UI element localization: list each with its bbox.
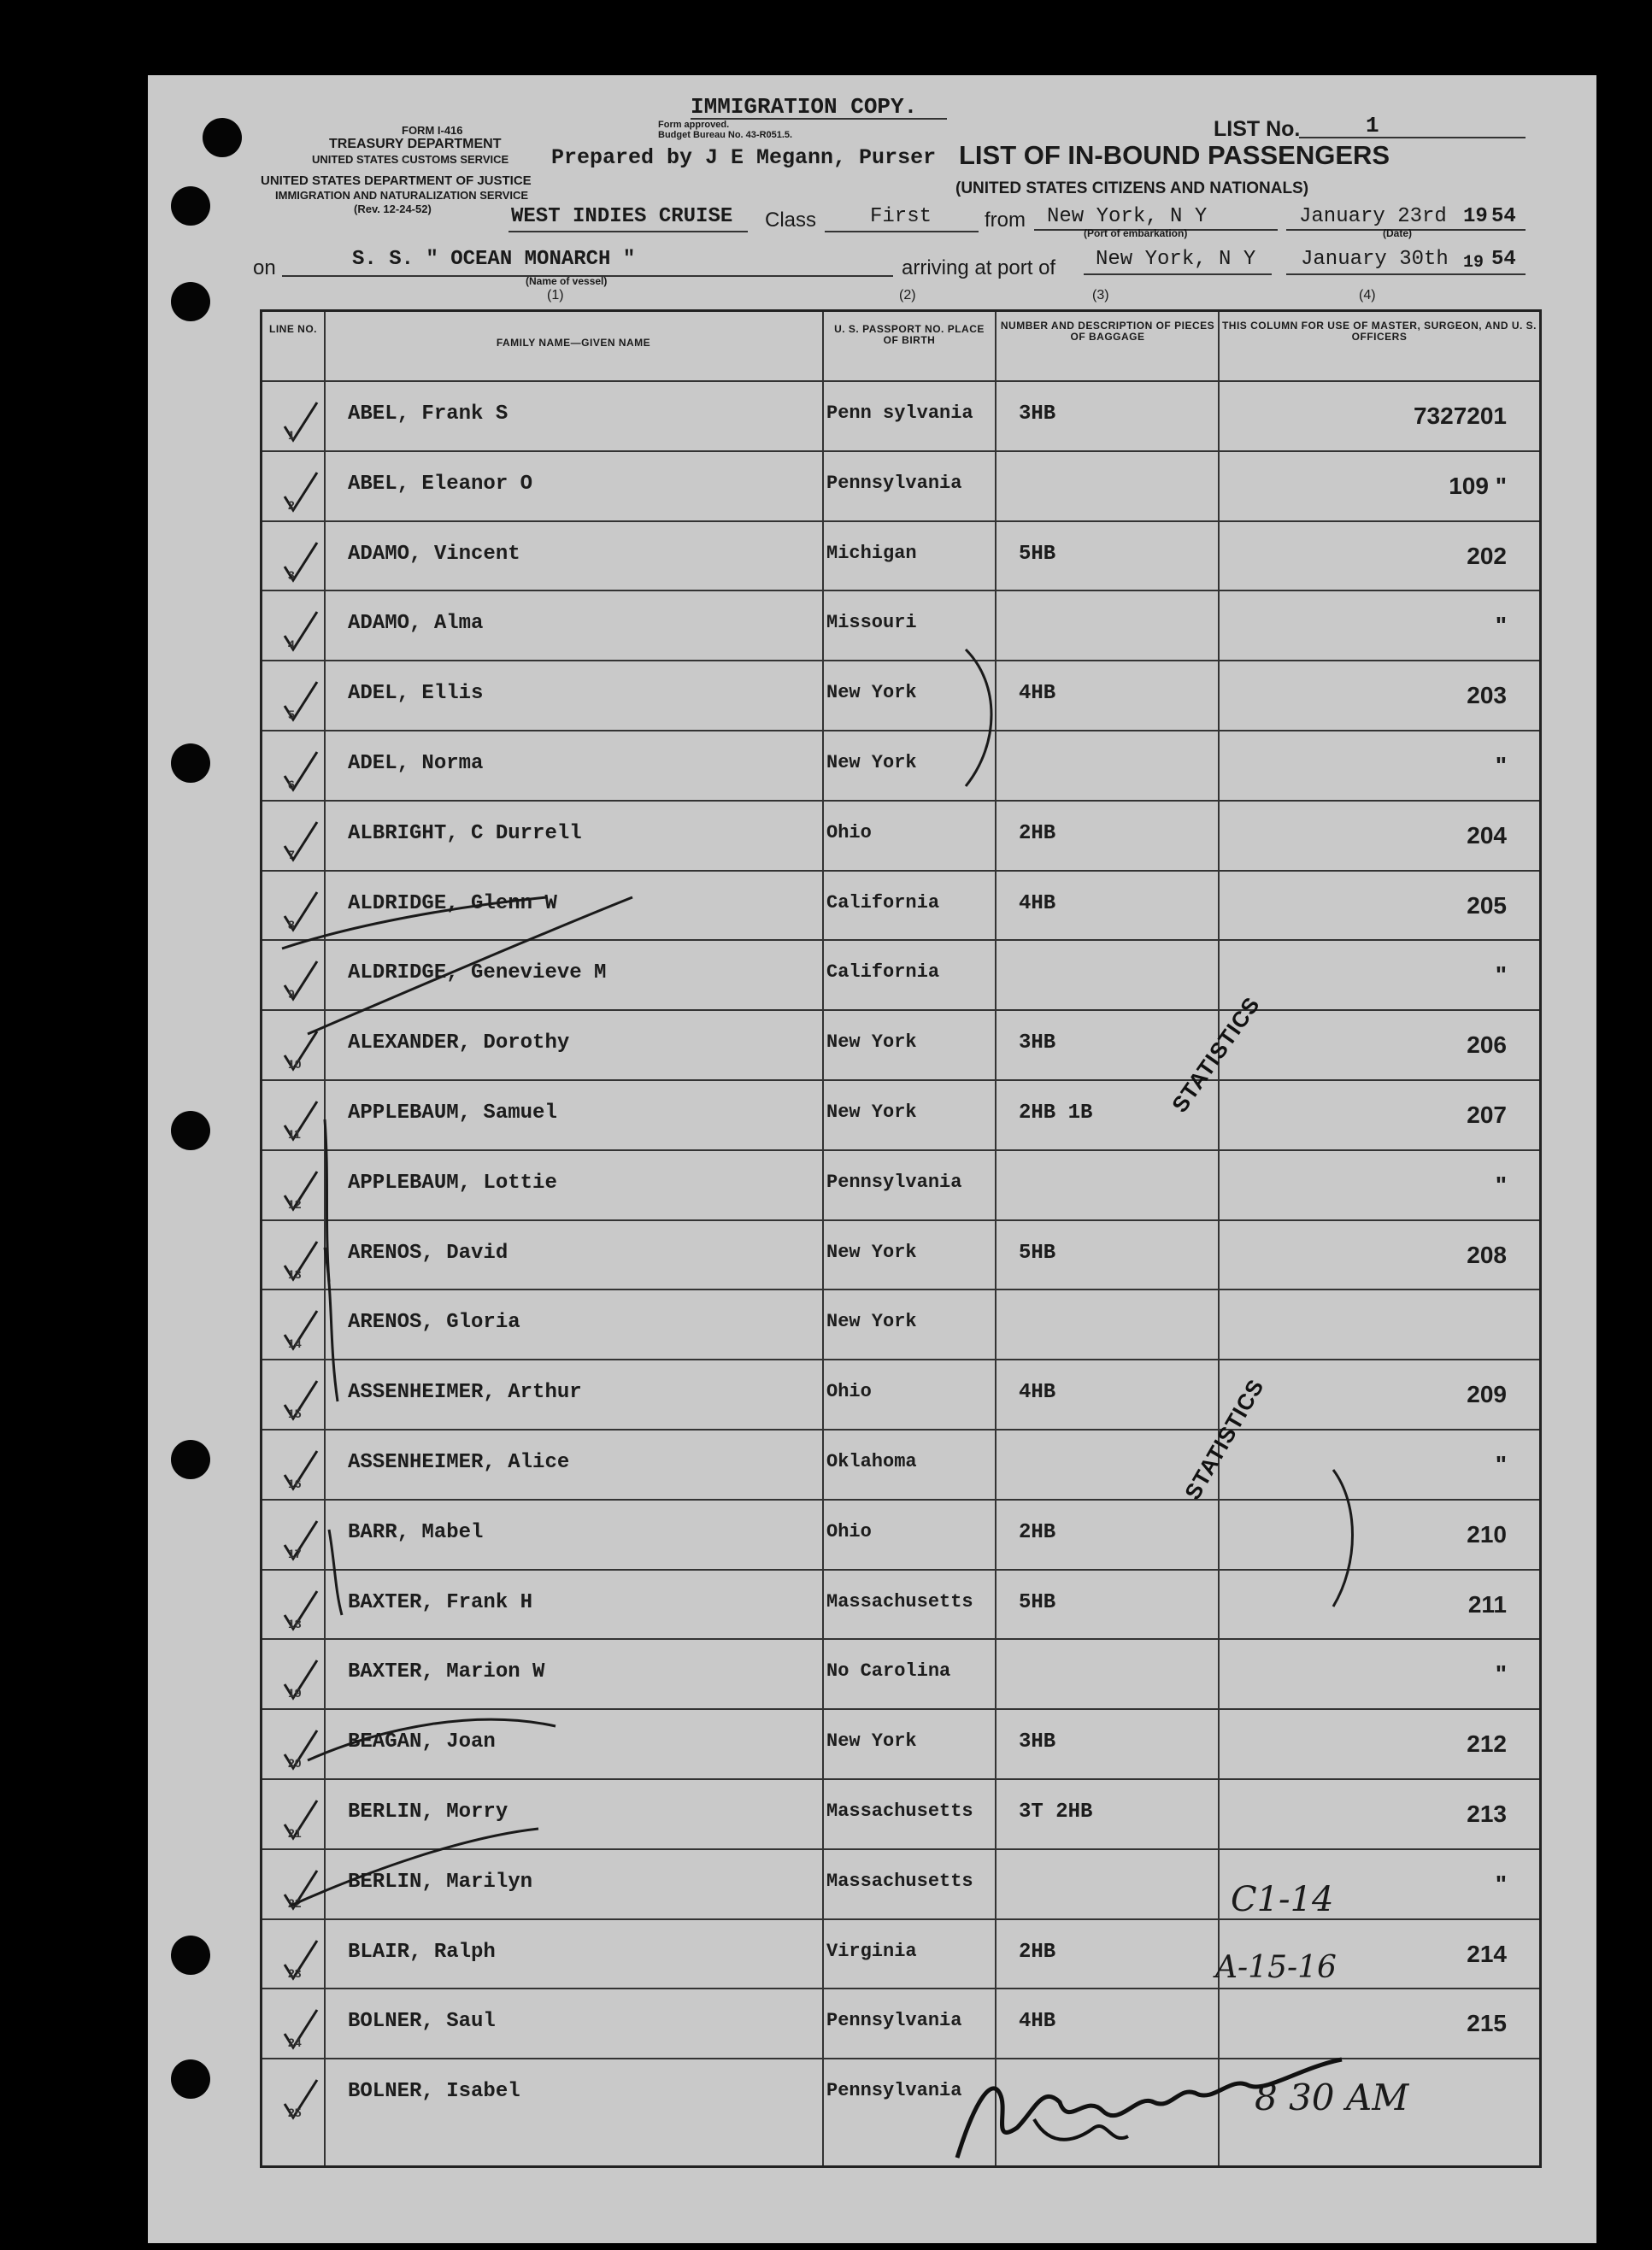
ins-service: IMMIGRATION AND NATURALIZATION SERVICE (275, 189, 529, 202)
baggage: 5HB (1019, 542, 1056, 566)
birth-place: Pennsylvania (826, 2080, 962, 2102)
birth-place: New York (826, 1311, 917, 1333)
table-row (262, 1778, 1539, 1848)
birth-place: Penn sylvania (826, 402, 973, 424)
col-header-baggage: NUMBER AND DESCRIPTION OF PIECES OF BAGGAGE (1000, 320, 1215, 343)
binder-hole (171, 1440, 210, 1479)
passenger-name: ALDRIDGE, Glenn W (348, 891, 557, 915)
official-number: " (1495, 961, 1507, 989)
birth-place: Pennsylvania (826, 472, 962, 494)
col-num-2: (2) (899, 288, 916, 303)
official-number: " (1495, 1660, 1507, 1688)
birth-place: New York (826, 1102, 917, 1123)
budget-bureau: Budget Bureau No. 43-R051.5. (658, 130, 793, 140)
table-row (262, 1009, 1539, 1079)
birth-place: Pennsylvania (826, 2010, 962, 2032)
arrival-year-prefix: 19 (1463, 253, 1484, 273)
passenger-name: ALDRIDGE, Genevieve M (348, 961, 607, 985)
table-row (262, 1638, 1539, 1708)
official-signature (940, 2000, 1350, 2171)
baggage: 5HB (1019, 1590, 1056, 1614)
table-row (262, 590, 1539, 660)
col-header-official: THIS COLUMN FOR USE OF MASTER, SURGEON, AND U. S. OFFICERS (1221, 320, 1537, 343)
baggage: 4HB (1019, 2010, 1056, 2034)
class-label: Class (765, 209, 817, 232)
from-port: New York, N Y (1047, 205, 1208, 228)
line-number: 10 (288, 1057, 302, 1072)
table-row (262, 870, 1539, 940)
official-number: 7327201 (1413, 402, 1507, 429)
table-row (262, 1569, 1539, 1639)
col-num-4: (4) (1359, 288, 1376, 303)
col-header-passport: U. S. PASSPORT NO. PLACE OF BIRTH (834, 323, 985, 346)
passenger-name: BAXTER, Frank H (348, 1590, 533, 1614)
form-subtitle: (UNITED STATES CITIZENS AND NATIONALS) (955, 179, 1309, 197)
handwritten-note-c1-14: C1-14 (1231, 1880, 1334, 1919)
baggage: 3T 2HB (1019, 1801, 1093, 1824)
handwritten-note-a-15-16: A-15-16 (1215, 1950, 1337, 1985)
table-row (262, 1289, 1539, 1359)
line-number: 13 (288, 1266, 302, 1281)
line-number: 24 (288, 2036, 302, 2050)
table-row (262, 380, 1539, 450)
passenger-name: ASSENHEIMER, Arthur (348, 1381, 582, 1405)
table-row (262, 1708, 1539, 1778)
handwritten-time: 8 30 AM (1255, 2077, 1409, 2118)
col-num-3: (3) (1092, 288, 1109, 303)
official-number: " (1495, 1870, 1507, 1897)
line-number: 2 (288, 497, 295, 512)
official-number: 205 (1467, 891, 1507, 919)
birth-place: Oklahoma (826, 1451, 917, 1472)
table-row (262, 1848, 1539, 1918)
passenger-name: ASSENHEIMER, Alice (348, 1451, 570, 1474)
birth-place: Michigan (826, 542, 917, 564)
line-number: 8 (288, 917, 295, 931)
form-revision: (Rev. 12-24-52) (354, 203, 432, 215)
line-number: 12 (288, 1196, 302, 1211)
check-mark-icon (281, 817, 320, 863)
line-number: 19 (288, 1686, 302, 1701)
passenger-name: ABEL, Eleanor O (348, 472, 533, 496)
passenger-name: ARENOS, Gloria (348, 1311, 520, 1335)
binder-hole (171, 1936, 210, 1975)
official-number: 202 (1467, 542, 1507, 569)
birth-place: Massachusetts (826, 1590, 973, 1613)
baggage: 3HB (1019, 1031, 1056, 1055)
table-row (262, 450, 1539, 520)
binder-hole (171, 1111, 210, 1150)
official-number: 212 (1467, 1730, 1507, 1758)
passenger-name: BEAGAN, Joan (348, 1730, 496, 1754)
from-label: from (985, 209, 1026, 232)
birth-place: Missouri (826, 612, 917, 634)
check-mark-icon (281, 747, 320, 793)
official-number: 213 (1467, 1801, 1507, 1827)
line-number: 21 (288, 1826, 302, 1840)
binder-hole (171, 282, 210, 321)
birth-place: Massachusetts (826, 1801, 973, 1822)
form-title: LIST OF IN-BOUND PASSENGERS (959, 140, 1390, 170)
copy-title: IMMIGRATION COPY. (691, 94, 918, 120)
arrival-year: 54 (1491, 248, 1516, 271)
table-row (262, 1499, 1539, 1569)
birth-place: Ohio (826, 821, 872, 843)
birth-place: New York (826, 1031, 917, 1054)
passenger-name: BARR, Mabel (348, 1520, 484, 1544)
baggage: 2HB (1019, 1940, 1056, 1964)
birth-place: California (826, 891, 940, 914)
prepared-by: Prepared by J E Megann, Purser (551, 145, 937, 170)
departure-year: 54 (1491, 205, 1516, 228)
arriving-label: arriving at port of (902, 256, 1056, 279)
passenger-name: BLAIR, Ralph (348, 1940, 496, 1964)
table-row (262, 1149, 1539, 1219)
birth-place: New York (826, 682, 917, 704)
col-header-name: FAMILY NAME—GIVEN NAME (496, 337, 651, 349)
check-mark-icon (281, 956, 320, 1002)
table-row (262, 1219, 1539, 1289)
table-row (262, 1359, 1539, 1429)
check-mark-icon (281, 397, 320, 444)
arrival-port: New York, N Y (1096, 248, 1256, 271)
check-mark-icon (281, 538, 320, 584)
official-number: 109 " (1449, 472, 1507, 499)
on-label: on (253, 256, 276, 279)
passenger-name: BERLIN, Marilyn (348, 1870, 533, 1894)
cruise-name: WEST INDIES CRUISE (511, 205, 733, 228)
official-number: 207 (1467, 1102, 1507, 1128)
check-mark-icon (281, 1096, 320, 1143)
line-number: 15 (288, 1407, 302, 1421)
col-num-1: (1) (547, 288, 564, 303)
line-number: 4 (288, 637, 295, 652)
baggage: 4HB (1019, 1381, 1056, 1405)
line-number: 14 (288, 1336, 302, 1351)
baggage: 4HB (1019, 682, 1056, 706)
table-row (262, 1918, 1539, 1989)
line-number: 22 (288, 1895, 302, 1910)
passenger-name: BERLIN, Morry (348, 1801, 509, 1824)
statistics-stamp: STATISTICS (1179, 1374, 1269, 1504)
port-embark-caption: (Port of embarkation) (1084, 227, 1188, 239)
baggage: 4HB (1019, 891, 1056, 915)
line-number: 16 (288, 1477, 302, 1490)
line-number: 6 (288, 778, 295, 791)
check-mark-icon (281, 677, 320, 723)
passenger-name: ADEL, Ellis (348, 682, 484, 706)
line-number: 1 (288, 428, 295, 442)
birth-place: No Carolina (826, 1660, 951, 1683)
passenger-name: ARENOS, David (348, 1241, 509, 1265)
birth-place: California (826, 961, 940, 984)
class-value: First (870, 205, 932, 228)
treasury-dept: TREASURY DEPARTMENT (329, 137, 502, 151)
official-number: " (1495, 752, 1507, 778)
departure-date: January 23rd (1299, 205, 1447, 228)
check-mark-icon (281, 607, 320, 653)
binder-hole (203, 118, 242, 157)
list-label: LIST No. (1214, 117, 1301, 141)
official-number: 211 (1467, 1590, 1507, 1618)
line-number: 7 (288, 847, 295, 861)
binder-hole (171, 186, 210, 226)
line-number: 20 (288, 1756, 302, 1771)
birth-place: New York (826, 1241, 917, 1263)
passenger-name: APPLEBAUM, Samuel (348, 1102, 557, 1125)
birth-place: Massachusetts (826, 1870, 973, 1892)
passenger-name: ABEL, Frank S (348, 402, 509, 426)
official-number: 215 (1467, 2010, 1507, 2037)
baggage: 2HB 1B (1019, 1102, 1093, 1125)
line-number: 11 (288, 1127, 301, 1141)
official-number: 204 (1467, 821, 1507, 849)
arrival-date: January 30th (1301, 248, 1449, 271)
customs-service: UNITED STATES CUSTOMS SERVICE (312, 153, 509, 166)
table-row (262, 520, 1539, 590)
baggage: 3HB (1019, 1730, 1056, 1754)
passenger-name: ADEL, Norma (348, 752, 484, 775)
table-row (262, 660, 1539, 730)
check-mark-icon (281, 887, 320, 933)
baggage: 5HB (1019, 1241, 1056, 1265)
official-number: " (1495, 1451, 1507, 1477)
line-number: 18 (288, 1616, 302, 1630)
vessel-name: S. S. " OCEAN MONARCH " (352, 248, 636, 271)
date-caption: (Date) (1383, 227, 1413, 239)
form-approved: Form approved. (658, 120, 730, 130)
line-number: 25 (288, 2106, 302, 2120)
binder-hole (171, 2059, 210, 2099)
birth-place: Pennsylvania (826, 1171, 962, 1193)
official-number: 214 (1467, 1940, 1507, 1967)
official-number: " (1495, 1171, 1507, 1198)
passenger-name: BAXTER, Marion W (348, 1660, 545, 1684)
passenger-name: ALEXANDER, Dorothy (348, 1031, 570, 1055)
departure-year-prefix: 19 (1463, 205, 1488, 228)
baggage: 2HB (1019, 821, 1056, 845)
birth-place: Ohio (826, 1520, 872, 1542)
birth-place: Virginia (826, 1940, 917, 1962)
form-number: FORM I-416 (402, 124, 463, 137)
passenger-name: BOLNER, Isabel (348, 2080, 520, 2104)
table-row (262, 730, 1539, 800)
baggage: 3HB (1019, 402, 1056, 426)
check-mark-icon (281, 467, 320, 514)
birth-place: New York (826, 1730, 917, 1753)
line-number: 9 (288, 987, 295, 1002)
line-number: 17 (288, 1546, 302, 1560)
birth-place: Ohio (826, 1381, 872, 1403)
official-number: 209 (1467, 1381, 1507, 1408)
official-number: 206 (1467, 1031, 1507, 1059)
binder-hole (171, 743, 210, 783)
table-row (262, 939, 1539, 1009)
passenger-name: ADAMO, Alma (348, 612, 484, 636)
line-number: 5 (288, 708, 295, 722)
passenger-name: ADAMO, Vincent (348, 542, 520, 566)
official-number: 210 (1467, 1520, 1507, 1548)
line-number: 23 (288, 1965, 302, 1980)
list-number: 1 (1366, 113, 1379, 138)
col-header-line: LINE NO. (268, 323, 317, 335)
statistics-stamp: STATISTICS (1167, 991, 1266, 1118)
line-number: 3 (288, 567, 295, 582)
table-row (262, 1429, 1539, 1499)
baggage: 2HB (1019, 1520, 1056, 1544)
birth-place: New York (826, 752, 917, 773)
passenger-name: APPLEBAUM, Lottie (348, 1171, 557, 1195)
official-number: 203 (1467, 682, 1507, 709)
passenger-table (260, 309, 1542, 2168)
justice-dept: UNITED STATES DEPARTMENT OF JUSTICE (261, 173, 532, 188)
table-row (262, 800, 1539, 870)
official-number: " (1495, 612, 1507, 639)
table-row (262, 1079, 1539, 1149)
vessel-caption: (Name of vessel) (526, 275, 608, 287)
passenger-name: BOLNER, Saul (348, 2010, 496, 2034)
official-number: 208 (1467, 1241, 1507, 1268)
passenger-name: ALBRIGHT, C Durrell (348, 821, 582, 845)
